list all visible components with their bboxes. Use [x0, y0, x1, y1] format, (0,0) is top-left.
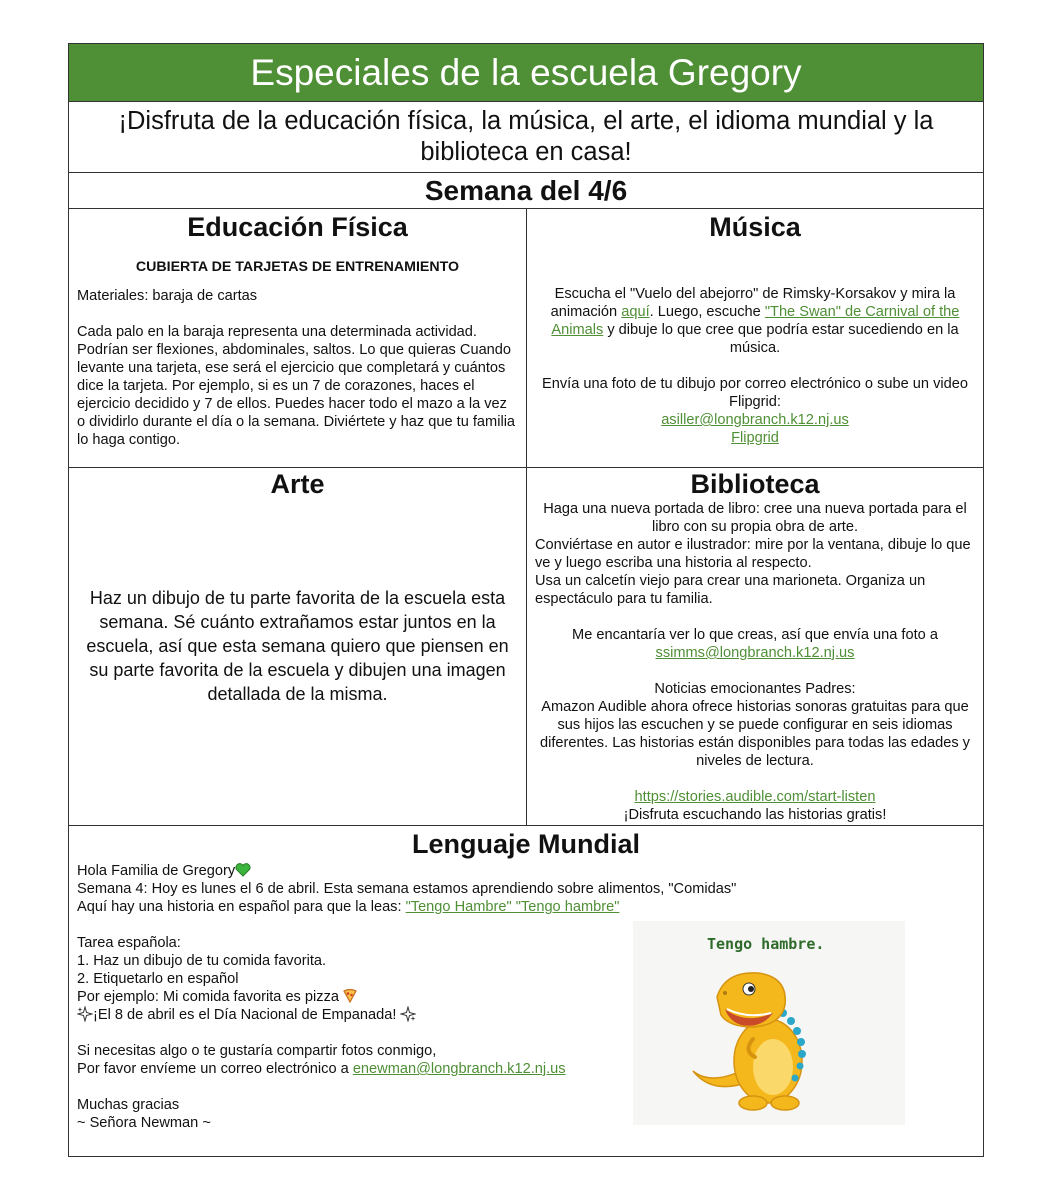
lang-signature: ~ Señora Newman ~: [77, 1115, 211, 1131]
sparkles-icon: [400, 1006, 416, 1022]
week-heading: Semana del 4/6: [69, 173, 983, 209]
row-art-library: [69, 468, 983, 826]
music-link-aqui[interactable]: aquí: [621, 304, 650, 320]
pizza-icon: [343, 989, 357, 1003]
music-text-1: Escucha el "Vuelo del abejorro" de Rimsky-Korsakov y mira la animación: [550, 286, 956, 320]
lang-task-1: 1. Haz un dibujo de tu comida favorita.: [77, 953, 327, 969]
lang-greeting: Hola Familia de Gregory: [77, 863, 236, 879]
green-heart-icon: [235, 863, 251, 877]
library-email-link[interactable]: ssimms@longbranch.k12.nj.us: [655, 645, 855, 661]
lang-help-1: Si necesitas algo o te gustaría compartir fotos conmigo,: [77, 1043, 437, 1059]
audible-link[interactable]: https://stories.audible.com/start-listen: [634, 789, 876, 805]
lang-greeting-line: [77, 862, 637, 880]
pe-cell: [69, 209, 526, 467]
library-closing: ¡Disfruta escuchando las historias gratis!: [623, 807, 887, 823]
row-pe-music: [69, 209, 983, 468]
library-cell: [526, 468, 983, 825]
music-paragraph: [535, 285, 975, 357]
pe-materials: Materiales: baraja de cartas: [77, 288, 258, 304]
music-cell: [526, 209, 983, 467]
sparkles-icon: [77, 1006, 93, 1022]
lang-story-line: [77, 898, 637, 916]
lang-text: [77, 862, 737, 1132]
lang-title: Lenguaje Mundial: [411, 829, 640, 859]
lang-task-title: Tarea española:: [77, 935, 181, 951]
lang-example: Por ejemplo: Mi comida favorita es pizza: [77, 989, 339, 1005]
lang-example-line: [77, 988, 637, 1006]
library-news-body: Amazon Audible ahora ofrece historias sonoras gratuitas para que sus hijos las escuchen y se puede configurar en seis idiomas diferentes. Las historias están disponibles para todas las edades y niveles de lectura.: [540, 699, 970, 769]
library-item-3: Usa un calcetín viejo para crear una marioneta. Organiza un espectáculo para tu familia.: [535, 573, 926, 607]
art-title: Arte: [270, 469, 325, 499]
lang-empanada: ¡El 8 de abril es el Día Nacional de Empanada!: [93, 1007, 397, 1023]
lang-help-line: [77, 1060, 637, 1078]
library-send-text: Me encantaría ver lo que creas, así que envía una foto a: [572, 627, 938, 643]
library-title: Biblioteca: [690, 469, 820, 499]
specials-document: [68, 43, 984, 1157]
library-item-2: Conviértase en autor e ilustrador: mire por la ventana, dibuje lo que ve y luego escriba una historia al respecto.: [535, 537, 971, 571]
lang-help-2: Por favor envíeme un correo electrónico a: [77, 1061, 353, 1077]
art-body: Haz un dibujo de tu parte favorita de la escuela esta semana. Sé cuánto extrañamos estar juntos en la escuela, así que esta semana quiero que piensen en su parte favorita de la escuela y dibujen una imagen detallada de la misma.: [86, 588, 509, 704]
image-caption: Tengo hambre.: [707, 935, 825, 953]
music-link-swan[interactable]: "The Swan" de Carnival of the Animals: [551, 304, 960, 338]
music-text-2: . Luego, escuche: [649, 304, 765, 320]
lang-story-prefix: Aquí hay una historia en español para que la leas:: [77, 899, 406, 915]
library-news-title: Noticias emocionantes Padres:: [654, 681, 856, 697]
pe-title: Educación Física: [187, 212, 408, 242]
music-text-3: y dibuje lo que cree que podría estar sucediendo en la música.: [603, 322, 959, 356]
flipgrid-link[interactable]: Flipgrid: [731, 430, 779, 446]
music-send-text: Envía una foto de tu dibujo por correo electrónico o sube un video Flipgrid:: [542, 376, 968, 410]
subtitle: ¡Disfruta de la educación física, la música, el arte, el idioma mundial y la biblioteca en casa!: [69, 102, 983, 173]
tengo-hambre-image: [633, 921, 905, 1125]
pe-heading: CUBIERTA DE TARJETAS DE ENTRENAMIENTO: [135, 259, 460, 275]
world-language-section: [69, 826, 983, 1156]
music-email-link[interactable]: asiller@longbranch.k12.nj.us: [661, 412, 849, 428]
lang-thanks: Muchas gracias: [77, 1097, 180, 1113]
pe-body: Cada palo en la baraja representa una determinada actividad. Podrían ser flexiones, abdominales, saltos. Lo que quieras Cuando levante una tarjeta, ese será el ejercicio que completará y cuántos dice la tarjeta. Por ejemplo, si es un 7 de corazones, haces el ejercicio decidido y 7 de ellos. Puedes hacer todo el mazo a la vez o dividirlo durante el día o la semana. Diviértete y haz que tu familia lo haga contigo.: [77, 324, 516, 448]
music-title: Música: [709, 212, 801, 242]
tengo-hambre-link[interactable]: "Tengo Hambre" "Tengo hambre": [405, 899, 620, 915]
lang-week-line: Semana 4: Hoy es lunes el 6 de abril. Esta semana estamos aprendiendo sobre alimentos, "Comidas": [77, 881, 737, 897]
dinosaur-illustration: [633, 921, 905, 1125]
lang-email-link[interactable]: enewman@longbranch.k12.nj.us: [352, 1061, 566, 1077]
lang-task-2: 2. Etiquetarlo en español: [77, 971, 239, 987]
page-title: Especiales de la escuela Gregory: [69, 44, 983, 102]
art-cell: [69, 468, 526, 825]
lang-empanada-line: [77, 1006, 637, 1024]
library-item-1: Haga una nueva portada de libro: cree una nueva portada para el libro con su propia obra de arte.: [543, 501, 967, 535]
